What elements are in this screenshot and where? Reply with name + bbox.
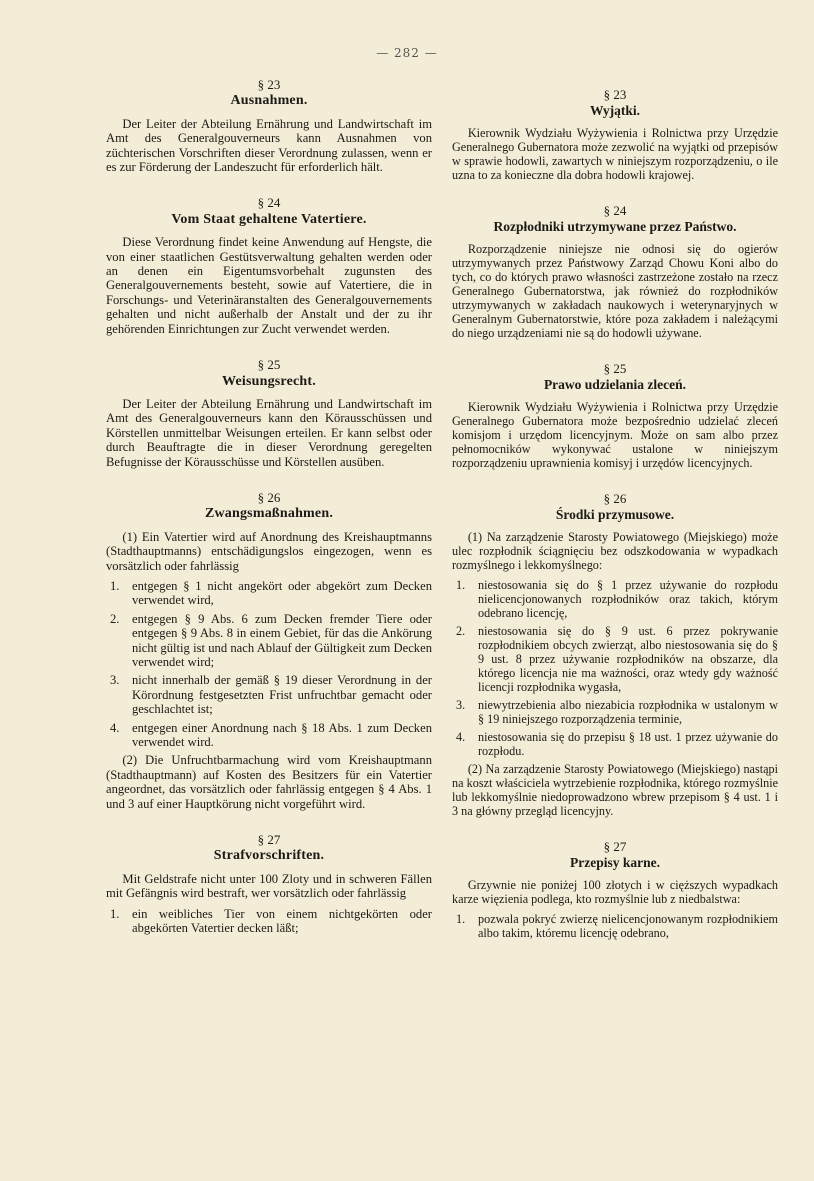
item-list <box>452 578 778 758</box>
section-title: Vom Staat gehaltene Vatertiere. <box>171 211 367 227</box>
section-title: Środki przymusowe. <box>555 507 675 522</box>
item-list <box>106 907 432 936</box>
section-heading: § 26 <box>257 489 281 505</box>
item-list <box>452 912 778 940</box>
section-heading: § 24 <box>257 195 281 211</box>
section-text: Kierownik Wydziału Wyżywienia i Rolnictwa przy Urzędzie Generalnego Gubernatora może bezpośrednio udzielać zleceń komisjom i urzędom licencyjnym. Może on sam albo przez pełnomocników wykonywać ustalone w niniejszym rozporządzeniu uprawnienia komisyj i urzędów licencyjnych. <box>452 400 778 470</box>
polish-column <box>452 70 778 944</box>
section-text: Kierownik Wydziału Wyżywienia i Rolnictwa przy Urzędzie Generalnego Gubernatora może zezwolić na wyjątki od przepisów w sprawie hodowli, zawartych w niniejszym rozporządzeniu, o ile uzna to za konieczne dla dobra hodowli krajowej. <box>452 126 778 182</box>
section-heading: § 23 <box>257 77 281 92</box>
list-item: 1. niestosowania się do § 1 przez używanie do rozpłodu nielicencjonowanych rozpłodników oraz takich, którym odebrano licencję, <box>456 578 778 620</box>
german-column <box>106 70 432 940</box>
section-text: (1) Na zarządzenie Starosty Powiatowego (Miejskiego) może ulec rozpłodnik ściągnięciu bez odszkodowania w wypadkach rozmyślnego i lekkomyślnego: <box>452 530 778 572</box>
section-title: Zwangsmaßnahmen. <box>204 506 334 522</box>
section-title: Wyjątki. <box>589 103 641 118</box>
section-text: Der Leiter der Abteilung Ernährung und Landwirtschaft im Amt des Generalgouverneurs kann den Körausschüssen und Körstellen unmittelbar Weisungen erteilen. Er kann selbst oder durch Beauftragte die in dieser Verordnung geregelten Befugnisse der Körausschüsse und Körstellen ausüben. <box>106 396 432 469</box>
list-item: 1. ein weibliches Tier von einem nichtgekörten oder abgekörten Vatertier decken läßt; <box>110 906 432 936</box>
page-number: — 282 — <box>376 46 438 60</box>
section-title: Strafvorschriften. <box>213 848 325 864</box>
list-item: 4. entgegen einer Anordnung nach § 18 Abs. 1 zum Decken verwendet wird. <box>110 720 432 750</box>
list-item: 1. entgegen § 1 nicht angekört oder abgekört zum Decken verwendet wird, <box>110 578 432 608</box>
section-text: Diese Verordnung findet keine Anwendung auf Hengste, die von einer staatlichen Gestütsverwaltung gehalten werden oder an denen ein Eigentumsvorbehalt zugunsten des Generalgouvernements besteht, sowie auf Vatertiere, die in Forschungs- und Veterinäranstalten des Generalgouvernements gehalten und nicht außerhalb der Anstalt und der zu ihr gehörenden Einrichtungen zur Zucht verwendet werden. <box>106 235 432 336</box>
section-text: Mit Geldstrafe nicht unter 100 Zloty und in schweren Fällen mit Gefängnis wird bestraft, wer vorsätzlich oder fahrlässig <box>106 871 432 901</box>
section-title: Ausnahmen. <box>230 93 308 109</box>
list-item: 2. entgegen § 9 Abs. 6 zum Decken fremder Tiere oder entgegen § 9 Abs. 8 in einem Gebiet, für das die Ankörung nicht gültig ist und nach Ablauf der Gültigkeit zum Decken verwendet wird; <box>110 611 432 669</box>
list-item: 2. niestosowania się do § 9 ust. 6 przez pokrywanie rozpłodnikiem obcych zwierząt, albo niestosowania się do § 9 ust. 8 przez używanie rozpłodników na obszarze, dla którego licencja nie ma ważności, oraz wtedy gdy ważność licencji rozpłodnika wygasła, <box>456 624 778 694</box>
section-title: Prawo udzielania zleceń. <box>543 377 687 392</box>
list-item: 3. nicht innerhalb der gemäß § 19 dieser Verordnung in der Körordnung festgesetzten Frist unfruchtbar gemacht oder geschlachtet ist; <box>110 673 432 717</box>
section-heading: § 27 <box>603 839 627 854</box>
section-text: (2) Na zarządzenie Starosty Powiatowego (Miejskiego) nastąpi na koszt właściciela wytrzebienie rozpłodnika, którego rozmyślnie lub lekkomyślnie niedoprowadzono wbrew przepisom § 4 ust. 1 i 3 na główny przegląd licencyjny. <box>452 762 778 818</box>
list-item: 4. niestosowania się do przepisu § 18 ust. 1 przez używanie do rozpłodu. <box>456 730 778 758</box>
section-text: (2) Die Unfruchtbarmachung wird vom Kreishauptmann (Stadthauptmann) auf Kosten des Besitzers für ein Vatertier angeordnet, das vorsätzlich oder fahrlässig entgegen § 4 Abs. 1 und 3 auf einer Hauptkörung nicht vorgeführt wird. <box>106 753 432 811</box>
section-heading: § 25 <box>603 361 627 376</box>
section-text: Rozporządzenie niniejsze nie odnosi się do ogierów utrzymywanych przez Państwowy Zarząd Chowu Koni albo do tych, co do których prawo własności zastrzeżone zostało na rzecz Generalnego Gubernatorstwa, jak również do rozpłodników utrzymywanych w zakładach naukowych i weterynaryjnych w Generalnym Gubernatorstwie, które poza zakładem i należącymi do niego urządzeniami nie są do hodowli używane. <box>452 242 778 340</box>
section-title: Przepisy karne. <box>570 855 660 870</box>
section-heading: § 27 <box>257 832 281 848</box>
section-heading: § 23 <box>603 87 627 102</box>
section-title: Rozpłodniki utrzymywane przez Państwo. <box>493 219 737 234</box>
section-text: Grzywnie nie poniżej 100 złotych i w cięższych wypadkach karze więzienia podlega, kto rozmyślnie lub z niedbalstwa: <box>452 878 778 906</box>
list-item: 1. pozwala pokryć zwierzę nielicencjonowanym rozpłodnikiem albo takim, któremu licencję odebrano, <box>456 912 778 940</box>
item-list <box>106 579 432 749</box>
section-heading: § 24 <box>603 203 627 218</box>
section-heading: § 26 <box>603 491 627 506</box>
section-text: Der Leiter der Abteilung Ernährung und Landwirtschaft im Amt des Generalgouverneurs kann Ausnahmen von züchterischen Vorschriften dieser Verordnung zulassen, wenn er es zur Förderung der Landeszucht für erforderlich hält. <box>106 116 432 175</box>
list-item: 3. niewytrzebienia albo niezabicia rozpłodnika w ustalonym w § 19 niniejszego rozporządzenia terminie, <box>456 698 778 726</box>
section-heading: § 25 <box>257 357 281 373</box>
section-title: Weisungsrecht. <box>222 373 316 389</box>
section-text: (1) Ein Vatertier wird auf Anordnung des Kreishauptmanns (Stadthauptmanns) entschädigungslos eingezogen, wenn es vorsätzlich oder fahrlässig <box>106 529 432 573</box>
